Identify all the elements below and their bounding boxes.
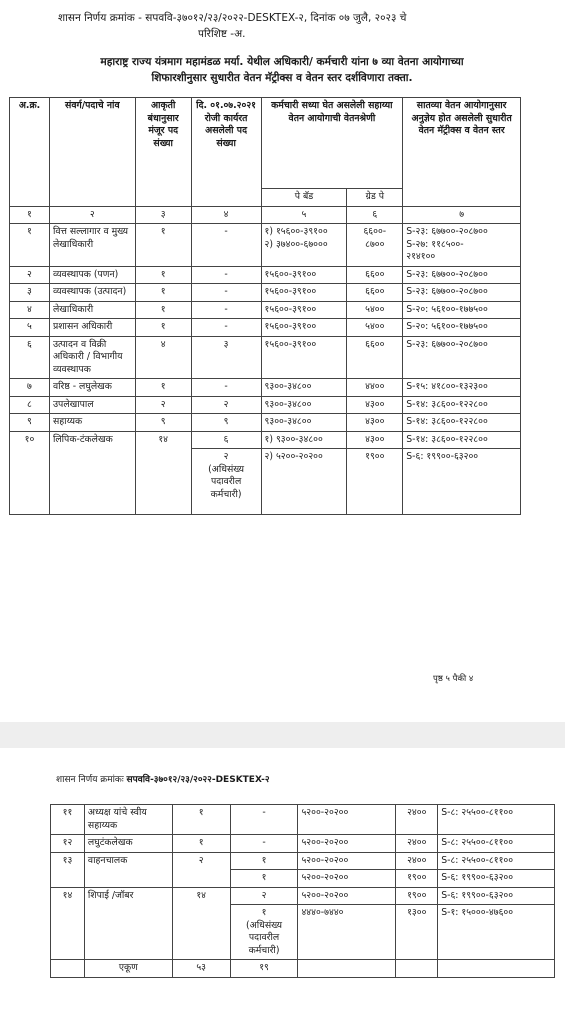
sanctioned-count: २	[135, 396, 191, 414]
working-count: १ (अधिसंख्य पदावरील कर्मचारी)	[230, 905, 298, 960]
col-number: ४	[191, 206, 261, 224]
pay-level: S-८: २५५००-८११००	[438, 805, 555, 835]
col-header-payband: पे बॅड	[261, 189, 347, 207]
pay-band: १५६००-३९१००	[261, 266, 347, 284]
table-cell	[51, 960, 85, 978]
working-count: -	[230, 805, 298, 835]
sanctioned-count: १	[172, 805, 230, 835]
pay-level: S-२०: ५६१००-१७७५००	[403, 301, 521, 319]
pay-level: S-८: २५५००-८११००	[438, 835, 555, 853]
row-number: ८	[10, 396, 50, 414]
grade-pay: ६६००- ८७००	[347, 224, 403, 267]
header-line-1: शासन निर्णय क्रमांक - सपववि-३७०१२/२३/२०२२-DESKTEX-२, दिनांक ०७ जुलै, २०२३ चे	[58, 12, 407, 24]
row-number: ९	[10, 414, 50, 432]
row-number: १३	[51, 852, 85, 887]
table-row	[51, 835, 555, 853]
table-row	[51, 887, 555, 905]
row-number: ६	[10, 336, 50, 379]
grade-pay: १९००	[396, 870, 438, 888]
document-page-2	[0, 748, 565, 1024]
col-header-working: दि. ०१.०७.२०२१ रोजी कार्यरत असलेली पद संख्या	[191, 98, 261, 207]
title-line-2: शिफारशीनुसार सुधारीत वेतन मॅट्रीक्स व वेतन स्तर दर्शविणारा तक्ता.	[151, 72, 413, 84]
table-row	[10, 336, 521, 379]
col-header-sanctioned: आकृती बंधानुसार मंजूर पद संख्या	[135, 98, 191, 207]
post-name: उपलेखापाल	[49, 396, 135, 414]
table-row	[10, 396, 521, 414]
pay-band: १) ९३००-३४८००	[261, 431, 347, 449]
row-number: १०	[10, 431, 50, 515]
header-line-2: परिशिष्ट -अ.	[198, 28, 246, 40]
grade-pay: १९००	[347, 449, 403, 515]
table-row	[10, 379, 521, 397]
pay-matrix-table	[9, 97, 521, 515]
post-name: वित्त सल्लागार व मुख्य लेखाधिकारी	[49, 224, 135, 267]
pay-band: ५२००-२०२००	[298, 805, 396, 835]
working-count: -	[191, 224, 261, 267]
col-number: २	[49, 206, 135, 224]
total-working: १९	[230, 960, 298, 978]
table-row	[10, 266, 521, 284]
working-count: -	[191, 301, 261, 319]
post-name: लेखाधिकारी	[49, 301, 135, 319]
total-sanctioned: ५३	[172, 960, 230, 978]
pay-band: ९३००-३४८००	[261, 414, 347, 432]
total-row	[51, 960, 555, 978]
row-number: ७	[10, 379, 50, 397]
pay-level: S-१: १५०००-४७६००	[438, 905, 555, 960]
row-number: ३	[10, 284, 50, 302]
pay-band: ५२००-२०२००	[298, 852, 396, 870]
grade-pay: ५४००	[347, 301, 403, 319]
pay-band: ५२००-२०२००	[298, 887, 396, 905]
grade-pay: ४३००	[347, 414, 403, 432]
table-row	[10, 224, 521, 267]
table-cell	[438, 960, 555, 978]
grade-pay: २४००	[396, 805, 438, 835]
sanctioned-count: १	[135, 301, 191, 319]
row-number: १४	[51, 887, 85, 960]
grade-pay: २४००	[396, 852, 438, 870]
pay-matrix-table-continued	[50, 804, 555, 978]
grade-pay: ४४००	[347, 379, 403, 397]
pay-level: S-६: १९९००-६३२००	[403, 449, 521, 515]
post-name: सहाय्यक	[49, 414, 135, 432]
working-count: ९	[191, 414, 261, 432]
working-count: ३	[191, 336, 261, 379]
table-row	[10, 431, 521, 449]
page-gap	[0, 722, 565, 748]
col-header-current-pay: कर्मचारी सध्या घेत असलेली सहाय्या वेतन आयोगाची वेतनश्रेणी	[261, 98, 403, 189]
pay-band: ९३००-३४८००	[261, 379, 347, 397]
post-name: वाहनचालक	[84, 852, 172, 887]
sanctioned-count: १	[135, 224, 191, 267]
col-header-name: संवर्ग/पदाचे नांव	[49, 98, 135, 207]
col-number: ७	[403, 206, 521, 224]
pay-level: S-६: १९९००-६३२००	[438, 870, 555, 888]
pay-band: १) १५६००-३९१०० २) ३७४००-६७०००	[261, 224, 347, 267]
pay-band: १५६००-३९१००	[261, 301, 347, 319]
pay-level: S-६: १९९००-६३२००	[438, 887, 555, 905]
page-2-header	[56, 772, 270, 785]
col-header-no: अ.क्र.	[10, 98, 50, 207]
row-number: ५	[10, 319, 50, 337]
grade-pay: ४३००	[347, 431, 403, 449]
table-row	[10, 319, 521, 337]
col-number: १	[10, 206, 50, 224]
table-body	[51, 805, 555, 978]
post-name: लघुटंकलेखक	[84, 835, 172, 853]
pay-band: १५६००-३९१००	[261, 319, 347, 337]
pay-level: S-१५: ४१८००-१३२३००	[403, 379, 521, 397]
pay-level: S-२३: ६७७००-२०८७००	[403, 284, 521, 302]
header-ref: सपववि-३७०१२/२३/२०२२-DESKTEX-२	[126, 775, 270, 785]
post-name: उत्पादन व विक्री अधिकारी / विभागीय व्यवस्थापक	[49, 336, 135, 379]
pay-band: १५६००-३९१००	[261, 284, 347, 302]
post-name: अध्यक्ष यांचे स्वीय सहाय्यक	[84, 805, 172, 835]
title-line-1: महाराष्ट्र राज्य यंत्रमाग महामंडळ मर्या. येथील अधिकारी/ कर्मचारी यांना ७ व्या वेतना आयोगाच्या	[100, 56, 464, 68]
table-row	[51, 852, 555, 870]
row-number: १२	[51, 835, 85, 853]
working-count: २	[191, 396, 261, 414]
pay-level: S-८: २५५००-८११००	[438, 852, 555, 870]
grade-pay: १९००	[396, 887, 438, 905]
working-count: -	[191, 319, 261, 337]
table-body	[10, 224, 521, 515]
sanctioned-count: १	[135, 284, 191, 302]
table-row	[10, 301, 521, 319]
grade-pay: ६६००	[347, 336, 403, 379]
total-label: एकूण	[84, 960, 172, 978]
pay-band: २) ५२००-२०२००	[261, 449, 347, 515]
sanctioned-count: १	[135, 266, 191, 284]
column-number-row	[10, 206, 521, 224]
col-header-7th-pay: सातव्या वेतन आयोगानुसार अनुज्ञेय होत असलेली सुधारीत वेतन मॅट्रीक्स व वेतन स्तर	[403, 98, 521, 207]
sanctioned-count: १४	[172, 887, 230, 960]
post-name: व्यवस्थापक (उत्पादन)	[49, 284, 135, 302]
page-header	[58, 10, 498, 42]
grade-pay: २४००	[396, 835, 438, 853]
page-footer: पृष्ठ ५ पैकी ४	[433, 674, 474, 684]
row-number: २	[10, 266, 50, 284]
table-cell	[298, 960, 396, 978]
sanctioned-count: १	[135, 319, 191, 337]
row-number: ११	[51, 805, 85, 835]
pay-level: S-१४: ३८६००-१२२८००	[403, 396, 521, 414]
grade-pay: १३००	[396, 905, 438, 960]
table-row	[10, 284, 521, 302]
sanctioned-count: १४	[135, 431, 191, 515]
post-name: वरिष्ठ - लघुलेखक	[49, 379, 135, 397]
working-count: -	[191, 284, 261, 302]
working-count: -	[230, 835, 298, 853]
pay-level: S-२३: ६७७००-२०८७००	[403, 266, 521, 284]
grade-pay: ६६००	[347, 266, 403, 284]
working-count: -	[191, 266, 261, 284]
col-number: ५	[261, 206, 347, 224]
pay-band: ५२००-२०२००	[298, 835, 396, 853]
pay-level: S-१४: ३८६००-१२२८००	[403, 414, 521, 432]
col-header-gradepay: ग्रेड पे	[347, 189, 403, 207]
header-prefix: शासन निर्णय क्रमांकः	[56, 775, 127, 785]
pay-band: ४४४०-७४४०	[298, 905, 396, 960]
col-number: ३	[135, 206, 191, 224]
document-title	[52, 54, 512, 86]
table-row	[51, 805, 555, 835]
post-name: शिपाई /जॉबर	[84, 887, 172, 960]
sanctioned-count: २	[172, 852, 230, 887]
table-row	[10, 414, 521, 432]
working-count: -	[191, 379, 261, 397]
sanctioned-count: १	[172, 835, 230, 853]
col-number: ६	[347, 206, 403, 224]
post-name: व्यवस्थापक (पणन)	[49, 266, 135, 284]
post-name: प्रशासन अधिकारी	[49, 319, 135, 337]
grade-pay: ४३००	[347, 396, 403, 414]
grade-pay: ५४००	[347, 319, 403, 337]
pay-level: S-२३: ६७७००-२०८७००	[403, 336, 521, 379]
pay-level: S-२०: ५६१००-१७७५००	[403, 319, 521, 337]
pay-level: S-१४: ३८६००-१२२८००	[403, 431, 521, 449]
post-name: लिपिक-टंकलेखक	[49, 431, 135, 515]
table-cell	[396, 960, 438, 978]
working-count: ६	[191, 431, 261, 449]
row-number: ४	[10, 301, 50, 319]
row-number: १	[10, 224, 50, 267]
pay-band: ५२००-२०२००	[298, 870, 396, 888]
table-header-row	[10, 98, 521, 189]
working-count: २	[230, 887, 298, 905]
sanctioned-count: ४	[135, 336, 191, 379]
pay-level: S-२३: ६७७००-२०८७०० S-२७: ११८५००- २१४१००	[403, 224, 521, 267]
working-count: २ (अधिसंख्य पदावरील कर्मचारी)	[191, 449, 261, 515]
sanctioned-count: १	[135, 379, 191, 397]
pay-band: १५६००-३९१००	[261, 336, 347, 379]
pay-band: ९३००-३४८००	[261, 396, 347, 414]
sanctioned-count: ९	[135, 414, 191, 432]
working-count: १	[230, 852, 298, 870]
working-count: १	[230, 870, 298, 888]
grade-pay: ६६००	[347, 284, 403, 302]
